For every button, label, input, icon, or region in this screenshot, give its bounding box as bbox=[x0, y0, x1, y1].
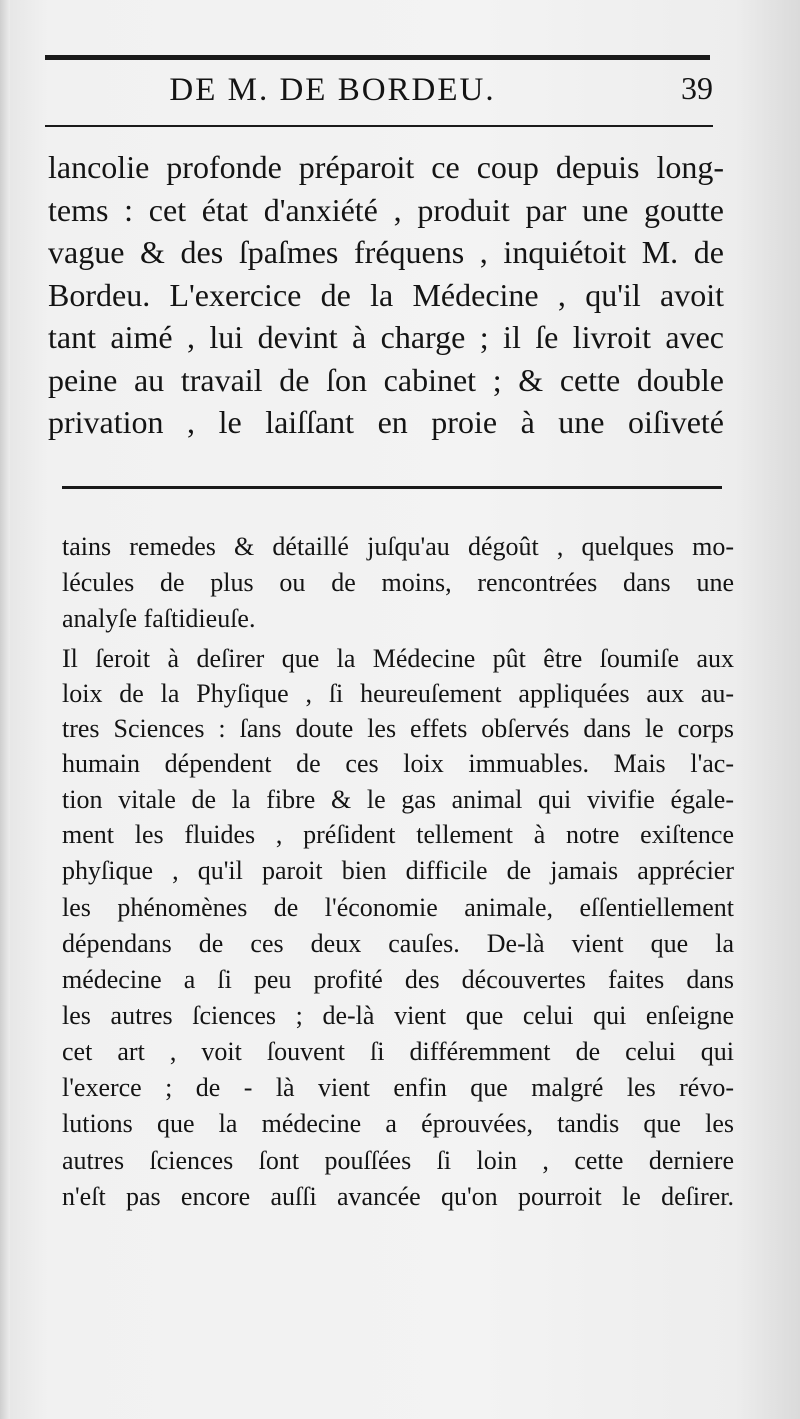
footnote-line: humain dépendent de ces loix immuables. Mais l'ac- bbox=[62, 749, 734, 778]
running-head-title: DE M. DE BORDEU. bbox=[169, 72, 496, 108]
footnote-line: loix de la Phyſique , ſi heureuſement appliquées aux au- bbox=[62, 679, 734, 708]
header-rule bbox=[45, 125, 713, 127]
footnote-line: autres ſciences ſont pouſſées ſi loin , cette derniere bbox=[62, 1146, 734, 1175]
footnote-line: analyſe faſtidieuſe. bbox=[62, 604, 256, 633]
footnote-separator-rule bbox=[62, 486, 722, 489]
page-number: 39 bbox=[681, 70, 713, 106]
main-text-line: Bordeu. L'exercice de la Médecine , qu'il avoit bbox=[48, 277, 724, 313]
main-text-line: peine au travail de ſon cabinet ; & cette double bbox=[48, 362, 724, 398]
main-text-line: tems : cet état d'anxiété , produit par une goutte bbox=[48, 192, 724, 228]
footnote-line: Il ſeroit à deſirer que la Médecine pût être ſoumiſe aux bbox=[62, 644, 734, 673]
running-head bbox=[45, 66, 713, 114]
footnote-line: lutions que la médecine a éprouvées, tandis que les bbox=[62, 1109, 734, 1138]
top-rule bbox=[45, 55, 710, 60]
footnote-line: tains remedes & détaillé juſqu'au dégoût , quelques mo- bbox=[62, 532, 734, 561]
footnote-line: médecine a ſi peu profité des découvertes faites dans bbox=[62, 965, 734, 994]
footnote-line: ment les fluides , préſident tellement à notre exiſtence bbox=[62, 820, 734, 849]
main-text-line: tant aimé , lui devint à charge ; il ſe livroit avec bbox=[48, 319, 724, 355]
main-text-line: vague & des ſpaſmes fréquens , inquiétoit M. de bbox=[48, 234, 724, 270]
footnote-line: phyſique , qu'il paroit bien difficile de jamais apprécier bbox=[62, 856, 734, 885]
page-edge-shadow bbox=[0, 0, 10, 1419]
footnote-line: n'eſt pas encore auſſi avancée qu'on pourroit le deſirer. bbox=[62, 1182, 734, 1211]
footnote-line: dépendans de ces deux cauſes. De-là vient que la bbox=[62, 929, 734, 958]
footnote-line: tion vitale de la fibre & le gas animal qui vivifie égale- bbox=[62, 785, 734, 814]
footnote-line: l'exerce ; de - là vient enfin que malgré les révo- bbox=[62, 1073, 734, 1102]
footnote-line: tres Sciences : ſans doute les effets obſervés dans le corps bbox=[62, 714, 734, 743]
main-text-line: lancolie profonde préparoit ce coup depuis long- bbox=[48, 149, 724, 185]
footnote-line: les phénomènes de l'économie animale, eſſentiellement bbox=[62, 893, 734, 922]
footnote-line: lécules de plus ou de moins, rencontrées dans une bbox=[62, 568, 734, 597]
footnote-line: les autres ſciences ; de-là vient que celui qui enſeigne bbox=[62, 1001, 734, 1030]
main-text-line: privation , le laiſſant en proie à une oiſiveté bbox=[48, 404, 724, 440]
footnote-line: cet art , voit ſouvent ſi différemment de celui qui bbox=[62, 1037, 734, 1066]
